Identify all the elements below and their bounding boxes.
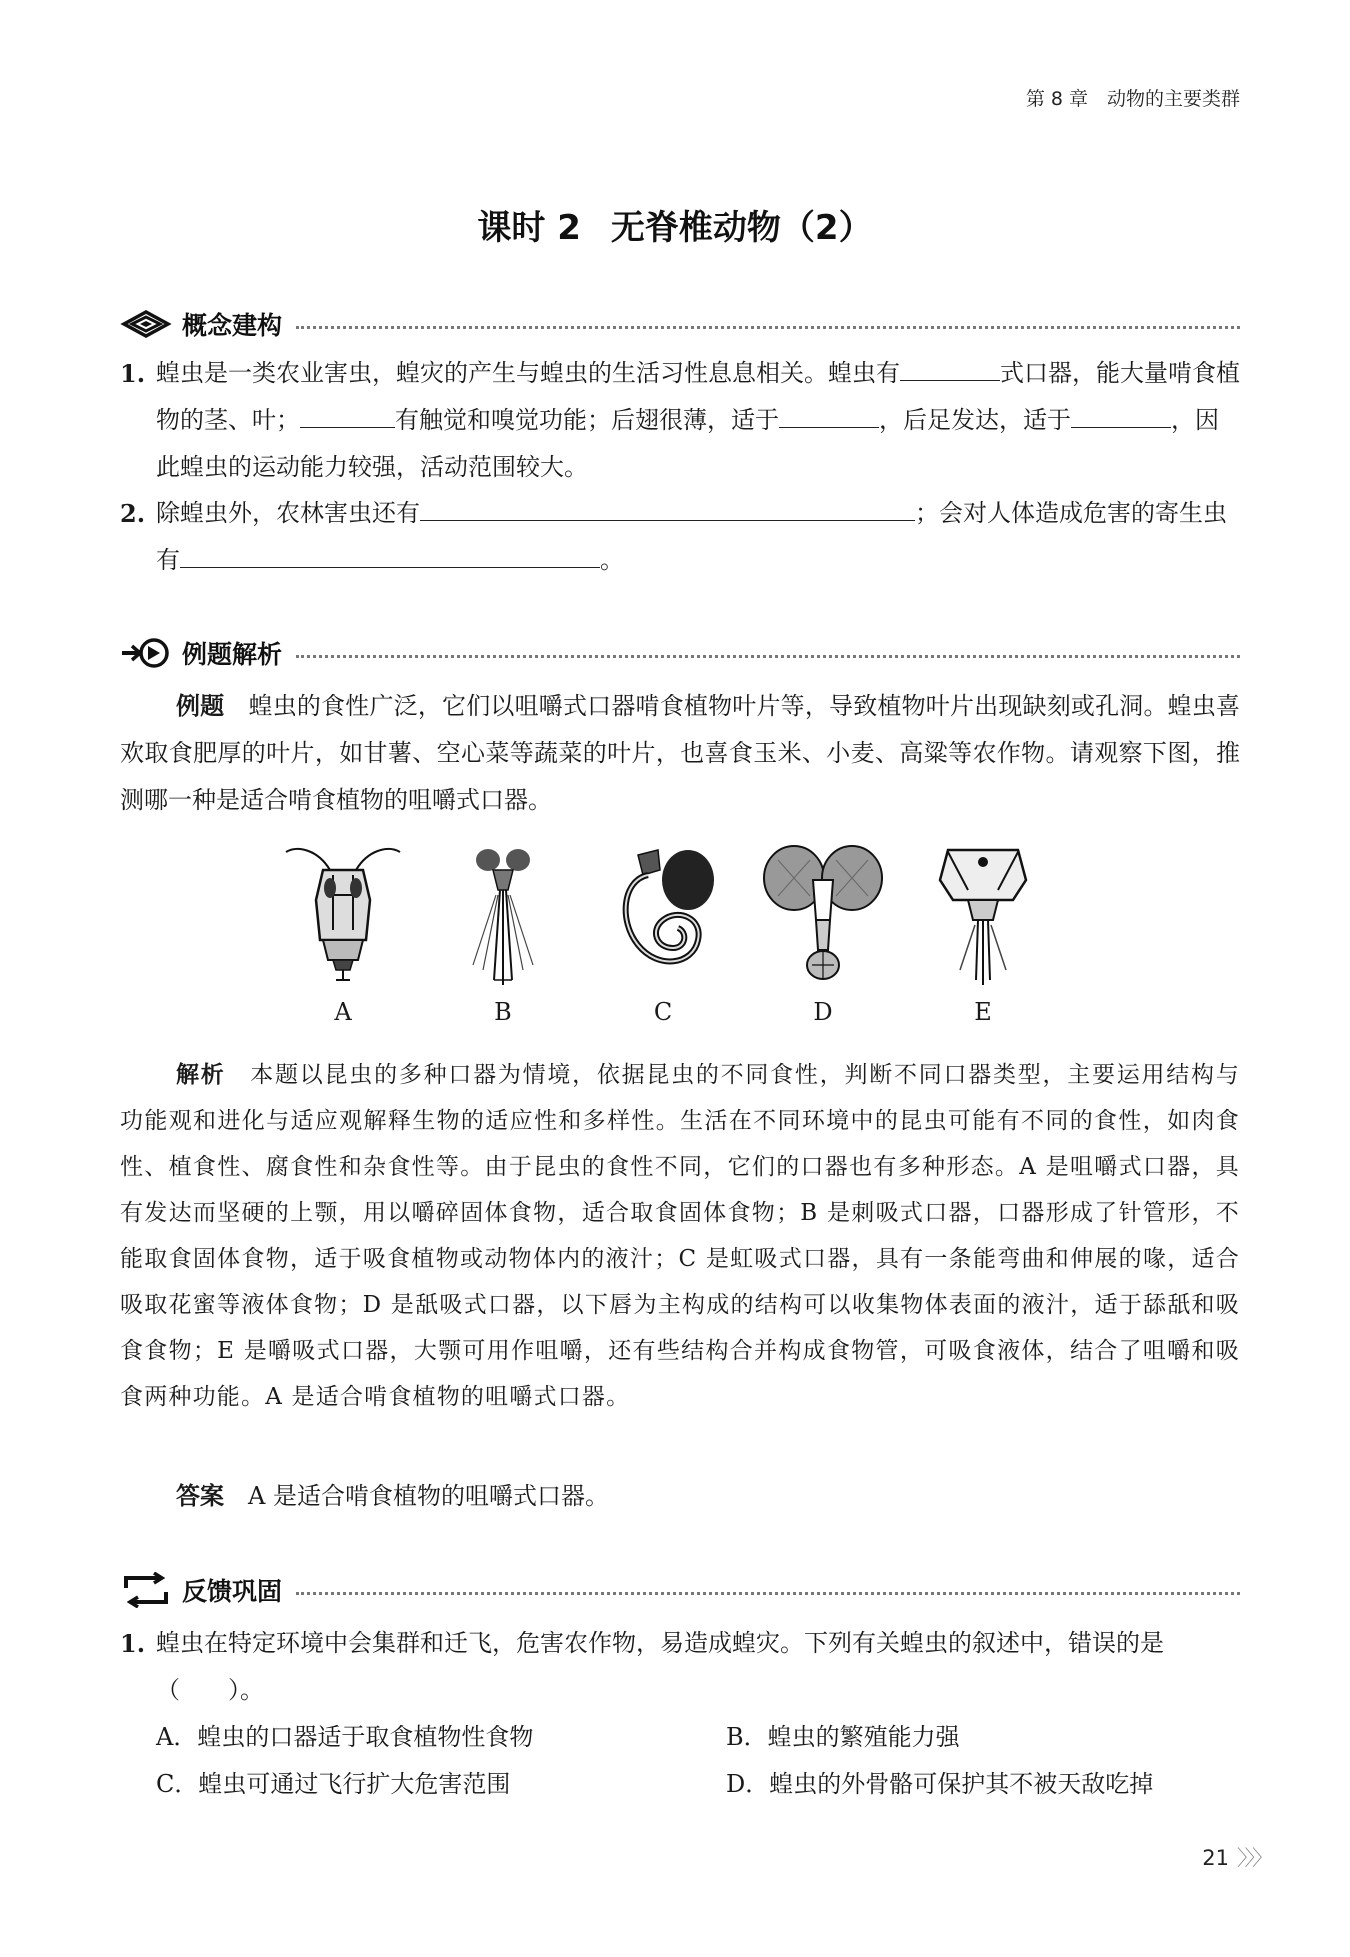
sponging-mouthparts-drawing xyxy=(758,840,888,990)
question-text: 式口器，能大量啃食植物的茎、叶； xyxy=(156,359,1240,434)
option-a[interactable]: A．蝗虫的口器适于取食植物性食物 xyxy=(156,1723,534,1751)
figure-label: D xyxy=(813,998,833,1026)
page-title xyxy=(0,200,1350,249)
siphoning-mouthparts-drawing xyxy=(598,840,728,990)
answer-blank[interactable] xyxy=(300,397,395,428)
chewing-lapping-mouthparts-drawing xyxy=(918,840,1048,990)
question-text: 蝗虫是一类农业害虫，蝗灾的产生与蝗虫的生活习性息息相关。蝗虫有 xyxy=(156,359,900,387)
option-c[interactable]: C．蝗虫可通过飞行扩大危害范围 xyxy=(156,1770,511,1798)
answer-blank[interactable] xyxy=(180,537,600,568)
option-b[interactable]: B．蝗虫的繁殖能力强 xyxy=(726,1723,960,1751)
question-1 xyxy=(120,350,1240,491)
mouthparts-figure xyxy=(270,840,1090,1040)
question-number: 2. xyxy=(120,499,146,528)
layers-diamond-icon xyxy=(120,306,172,342)
figure-e xyxy=(918,840,1048,1040)
page-number-value: 21 xyxy=(1202,1846,1229,1870)
question-2 xyxy=(120,490,1240,584)
figure-label: A xyxy=(334,998,352,1026)
question-text: 。 xyxy=(600,546,624,574)
example-label: 例题 xyxy=(176,692,225,720)
feedback-question-1 xyxy=(120,1620,1240,1808)
piercing-sucking-mouthparts-drawing xyxy=(438,840,568,990)
figure-label: B xyxy=(494,998,512,1026)
section-heading-feedback xyxy=(120,1570,1240,1610)
question-text: ，因此蝗虫的运动能力较强，活动范围较大。 xyxy=(156,406,1219,481)
section-heading-concept xyxy=(120,304,1240,344)
answer-blank[interactable] xyxy=(779,397,879,428)
analysis-paragraph xyxy=(120,1052,1240,1420)
option-d[interactable]: D．蝗虫的外骨骼可保护其不被天敌吃掉 xyxy=(726,1770,1154,1798)
analysis-label: 解析 xyxy=(176,1062,226,1088)
dotted-rule xyxy=(296,655,1240,658)
lesson-number: 课时 2 xyxy=(477,208,581,248)
answer-text: A 是适合啃食植物的咀嚼式口器。 xyxy=(248,1482,609,1510)
section-heading-label: 反馈巩固 xyxy=(182,1577,283,1606)
figure-label: E xyxy=(974,998,992,1026)
question-text: 有触觉和嗅觉功能；后翅很薄，适于 xyxy=(395,406,779,434)
section-heading-label: 例题解析 xyxy=(182,640,283,669)
question-text: ；会对人体造成危害的寄生虫有 xyxy=(156,499,1227,574)
chevrons-icon: 〉〉〉 xyxy=(1237,1846,1270,1870)
answer-paragraph xyxy=(120,1473,1240,1520)
question-number: 1. xyxy=(120,1629,146,1658)
refresh-arrows-icon xyxy=(120,1572,172,1608)
options-grid xyxy=(120,1714,1240,1808)
target-arrow-icon xyxy=(120,635,172,671)
page-number xyxy=(1202,1842,1270,1872)
dotted-rule xyxy=(296,326,1240,329)
section-heading-label: 概念建构 xyxy=(182,311,283,340)
question-text: 除蝗虫外，农林害虫还有 xyxy=(156,499,420,527)
question-number: 1. xyxy=(120,359,146,388)
figure-label: C xyxy=(653,998,673,1026)
lesson-topic: 无脊椎动物（2） xyxy=(610,208,873,248)
answer-blank[interactable] xyxy=(1071,397,1171,428)
figure-b xyxy=(438,840,568,1040)
figure-a xyxy=(278,840,408,1040)
answer-blank[interactable] xyxy=(900,350,1000,381)
section-heading-example xyxy=(120,633,1240,673)
answer-label: 答案 xyxy=(176,1482,224,1510)
question-text: ，后足发达，适于 xyxy=(879,406,1071,434)
chewing-mouthparts-drawing xyxy=(278,840,408,990)
example-problem xyxy=(120,683,1240,824)
example-text: 蝗虫的食性广泛，它们以咀嚼式口器啃食植物叶片等，导致植物叶片出现缺刻或孔洞。蝗虫喜欢取食肥厚的叶片，如甘薯、空心菜等蔬菜的叶片，也喜食玉米、小麦、高粱等农作物。请观察下图，推测哪一种是适合啃食植物的咀嚼式口器。 xyxy=(120,692,1241,814)
figure-d xyxy=(758,840,888,1040)
analysis-text: 本题以昆虫的多种口器为情境，依据昆虫的不同食性，判断不同口器类型，主要运用结构与功能观和进化与适应观解释生物的适应性和多样性。生活在不同环境中的昆虫可能有不同的食性，如肉食性、植食性、腐食性和杂食性等。由于昆虫的食性不同，它们的口器也有多种形态。A 是咀嚼式口器，具有发达而坚硬的上颚，用以嚼碎固体食物，适合取食固体食物；B 是刺吸式口器，口器形成了针管形，不能取食固体食物，适于吸食植物或动物体内的液汁；C 是虹吸式口器，具有一条能弯曲和伸展的喙，适合吸取花蜜等液体食物；D 是舐吸式口器，以下唇为主构成的结构可以收集物体表面的液汁，适于舔舐和吸食食物；E 是嚼吸式口器，大颚可用作咀嚼，还有些结构合并构成食物管，可吸食液体，结合了咀嚼和吸食两种功能。A 是适合啃食植物的咀嚼式口器。 xyxy=(120,1062,1241,1410)
running-head: 第 8 章 动物的主要类群 xyxy=(1025,88,1240,110)
figure-c xyxy=(598,840,728,1040)
answer-blank[interactable] xyxy=(420,490,915,521)
dotted-rule xyxy=(296,1592,1240,1595)
question-stem: 蝗虫在特定环境中会集群和迁飞，危害农作物，易造成蝗灾。下列有关蝗虫的叙述中，错误的是（ ）。 xyxy=(156,1629,1164,1704)
